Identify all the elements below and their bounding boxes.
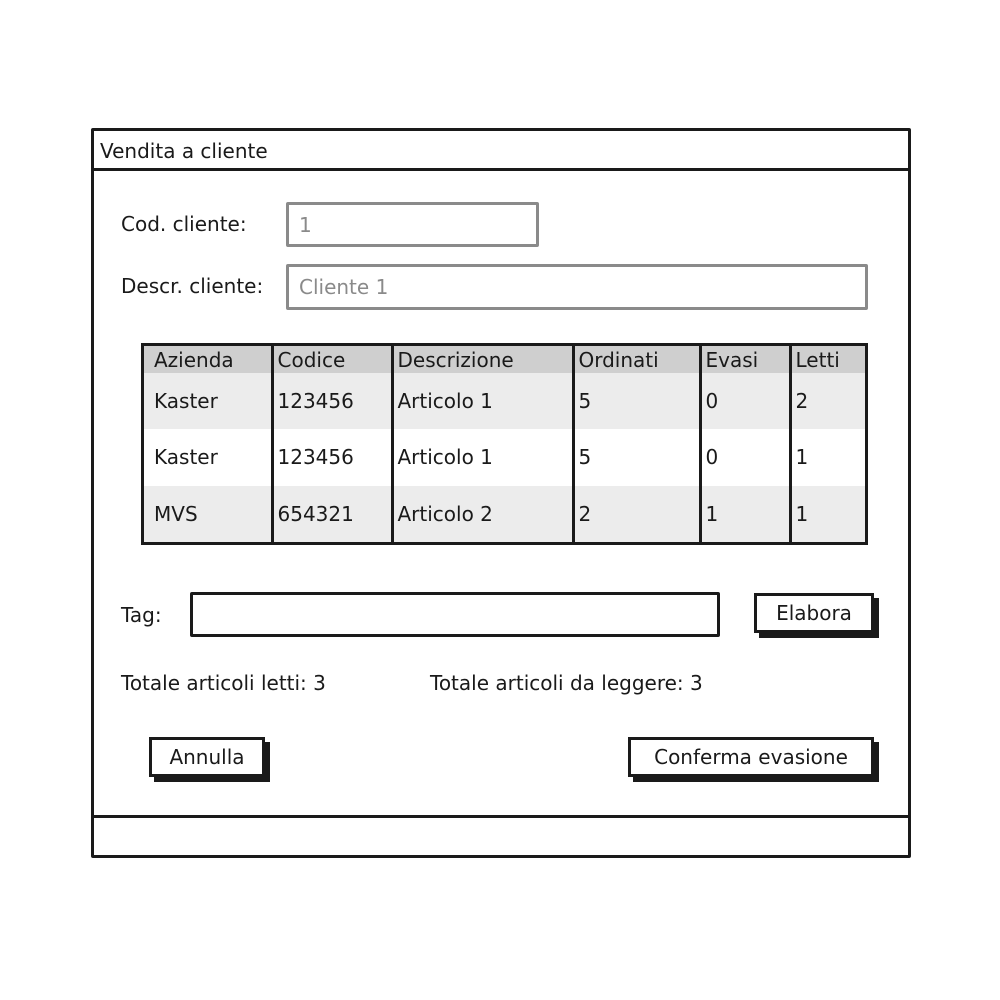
cell-codice: 123456: [272, 373, 392, 429]
cell-ordinati: 5: [573, 429, 700, 485]
table-row[interactable]: [144, 486, 865, 542]
cell-ordinati: 2: [573, 486, 700, 542]
cell-descrizione: Articolo 1: [392, 429, 573, 485]
cell-evasi: 0: [700, 429, 790, 485]
column-header-codice[interactable]: Codice: [272, 346, 392, 373]
cell-azienda: Kaster: [144, 429, 272, 485]
annulla-button[interactable]: Annulla: [149, 737, 265, 777]
total-to-read-label: Totale articoli da leggere: 3: [430, 671, 703, 695]
cod-cliente-input[interactable]: [286, 202, 539, 247]
column-header-ordinati[interactable]: Ordinati: [573, 346, 700, 373]
cell-evasi: 1: [700, 486, 790, 542]
descr-cliente-input[interactable]: [286, 264, 868, 310]
window-title-bar: [94, 131, 908, 171]
total-read-label: Totale articoli letti: 3: [121, 671, 326, 695]
window-title: Vendita a cliente: [100, 139, 268, 163]
table-row[interactable]: [144, 373, 865, 429]
table-header-row: [144, 346, 865, 373]
cod-cliente-label: Cod. cliente:: [121, 212, 247, 236]
cell-descrizione: Articolo 1: [392, 373, 573, 429]
cell-letti: 2: [790, 373, 865, 429]
tag-input[interactable]: [190, 592, 720, 637]
cell-descrizione: Articolo 2: [392, 486, 573, 542]
cell-letti: 1: [790, 429, 865, 485]
tag-label: Tag:: [121, 603, 162, 627]
column-header-letti[interactable]: Letti: [790, 346, 865, 373]
cell-codice: 123456: [272, 429, 392, 485]
status-bar: [94, 815, 908, 855]
cell-azienda: MVS: [144, 486, 272, 542]
cell-letti: 1: [790, 486, 865, 542]
elabora-button[interactable]: Elabora: [754, 593, 874, 633]
table-row[interactable]: [144, 429, 865, 485]
cell-evasi: 0: [700, 373, 790, 429]
descr-cliente-label: Descr. cliente:: [121, 274, 264, 298]
cell-codice: 654321: [272, 486, 392, 542]
cell-azienda: Kaster: [144, 373, 272, 429]
conferma-evasione-button[interactable]: Conferma evasione: [628, 737, 874, 777]
sale-to-customer-window: [91, 128, 911, 858]
column-header-descrizione[interactable]: Descrizione: [392, 346, 573, 373]
column-header-azienda[interactable]: Azienda: [144, 346, 272, 373]
column-header-evasi[interactable]: Evasi: [700, 346, 790, 373]
order-items-table: [141, 343, 868, 545]
cell-ordinati: 5: [573, 373, 700, 429]
